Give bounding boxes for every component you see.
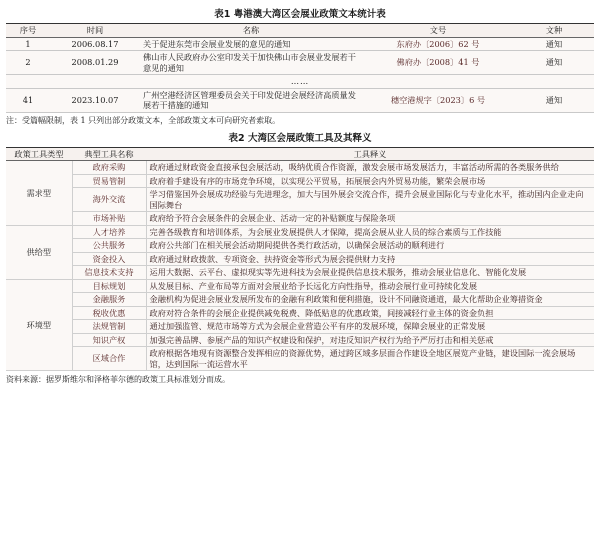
tool-desc: 政府通过财政拨款、专项资金、扶持资金等形式为展会提供财力支持 — [146, 252, 594, 266]
tool-name: 金融服务 — [72, 293, 146, 307]
tool-name: 知识产权 — [72, 333, 146, 347]
table-row — [6, 293, 594, 307]
table2-caption: 表2 大湾区会展政策工具及其释义 — [228, 132, 372, 144]
tool-desc: 政府着手建设有序的市场竞争环境，以实现公平贸易，拓展展会内外贸易功能，繁荣会展市场 — [146, 174, 594, 188]
tool-desc: 从发展目标、产业布局等方面对会展业给予长远化方向性指导，推动会展行业可持续化发展 — [146, 279, 594, 293]
row-type: 通知 — [514, 51, 594, 75]
tool-desc: 政府对符合条件的会展企业提供减免税费、降低贴息的优惠政策，间接减轻行业主体的资金负担 — [146, 306, 594, 320]
row-name: 广州空港经济区管理委员会关于印发促进会展经济高质量发展若干措施的通知 — [140, 88, 362, 112]
category-environment: 环境型 — [6, 279, 72, 371]
tool-desc: 金融机构为促进会展业发展所发布的金融有利政策和便利措施，设计不同融资通道，最大化帮助企业筹措资金 — [146, 293, 594, 307]
row-time: 2006.08.17 — [50, 37, 140, 51]
header-category: 政策工具类型 — [6, 147, 72, 161]
table-row — [6, 333, 594, 347]
table1-note: 注：受篇幅限制，表 1 只列出部分政策文本，全部政策文本可向研究者索取。 — [6, 115, 281, 125]
header-doc: 文号 — [362, 24, 514, 38]
tool-name: 信息技术支持 — [72, 266, 146, 280]
table1-caption: 表1 粤港澳大湾区会展业政策文本统计表 — [214, 9, 386, 20]
header-desc: 工具释义 — [146, 147, 594, 161]
tool-name: 法规管制 — [72, 320, 146, 334]
row-no: 41 — [6, 88, 50, 112]
table-row — [6, 239, 594, 253]
tool-name: 海外交流 — [72, 188, 146, 212]
tool-desc: 加强完善品牌、参展产品的知识产权建设和保护，对违反知识产权行为给予严厉打击和相关惩戒 — [146, 333, 594, 347]
tool-desc: 政府公共部门在相关展会活动期间提供各类行政活动，以确保会展活动的顺利进行 — [146, 239, 594, 253]
tool-desc: 政府给予符合会展条件的会展企业、活动一定的补贴额度与保险条项 — [146, 212, 594, 226]
tool-name: 区域合作 — [72, 347, 146, 371]
row-type: 通知 — [514, 88, 594, 112]
table-row — [6, 174, 594, 188]
tool-name: 资金投入 — [72, 252, 146, 266]
tool-desc: 完善各级教育和培训体系，为会展业发展提供人才保障，提高会展从业人员的综合素质与工作技能 — [146, 225, 594, 239]
table-row — [6, 37, 594, 51]
tool-desc: 政府通过财政资金直接承包会展活动，吸纳优质合作资源，激发会展市场发展活力，丰富活动所需的各类服务供给 — [146, 161, 594, 175]
table-row — [6, 266, 594, 280]
table1-header-row — [6, 24, 594, 38]
tool-desc: 运用大数据、云平台、虚拟现实等先进科技为会展业提供信息技术服务，推动会展业信息化、智能化发展 — [146, 266, 594, 280]
table-row — [6, 161, 594, 175]
table-row — [6, 51, 594, 75]
table-row — [6, 212, 594, 226]
row-time: 2023.10.07 — [50, 88, 140, 112]
row-no: 1 — [6, 37, 50, 51]
tool-name: 市场补贴 — [72, 212, 146, 226]
ellipsis-row — [6, 75, 594, 89]
header-tool: 典型工具名称 — [72, 147, 146, 161]
ellipsis: …… — [6, 75, 594, 89]
header-type: 文种 — [514, 24, 594, 38]
header-time: 时间 — [50, 24, 140, 38]
row-no: 2 — [6, 51, 50, 75]
tool-name: 目标规划 — [72, 279, 146, 293]
row-doc: 穗空港规字〔2023〕6 号 — [362, 88, 514, 112]
policy-text-table — [6, 23, 594, 113]
table2-header-row — [6, 147, 594, 161]
table-row — [6, 320, 594, 334]
table-row — [6, 88, 594, 112]
tool-desc: 政府根据各地现有资源整合发挥相应的资源优势，通过跨区域多层面合作建设全地区展览产业链，建设国际一流会展场馆，达到国际一流运营水平 — [146, 347, 594, 371]
category-demand: 需求型 — [6, 161, 72, 226]
table2-source: 资料来源：据罗斯维尔和泽格菲尔德的政策工具标准划分而成。 — [6, 375, 230, 384]
tool-desc: 学习借鉴国外会展成功经验与先进理念，加大与国外展会交流合作，提升会展业国际化与专业化水平，推动国内企业走向国际舞台 — [146, 188, 594, 212]
row-name: 佛山市人民政府办公室印发关于加快佛山市会展业发展若干意见的通知 — [140, 51, 362, 75]
category-supply: 供给型 — [6, 225, 72, 279]
table-row — [6, 279, 594, 293]
table-row — [6, 225, 594, 239]
table-row — [6, 347, 594, 371]
tool-name: 人才培养 — [72, 225, 146, 239]
row-time: 2008.01.29 — [50, 51, 140, 75]
row-doc: 佛府办〔2008〕41 号 — [362, 51, 514, 75]
table-row — [6, 252, 594, 266]
table-row — [6, 306, 594, 320]
policy-tool-table — [6, 147, 594, 372]
row-type: 通知 — [514, 37, 594, 51]
tool-name: 政府采购 — [72, 161, 146, 175]
tool-name: 公共服务 — [72, 239, 146, 253]
table-row — [6, 188, 594, 212]
row-name: 关于促进东莞市会展业发展的意见的通知 — [140, 37, 362, 51]
header-name: 名称 — [140, 24, 362, 38]
tool-name: 贸易管制 — [72, 174, 146, 188]
tool-name: 税收优惠 — [72, 306, 146, 320]
row-doc: 东府办〔2006〕62 号 — [362, 37, 514, 51]
tool-desc: 通过加强监管、规范市场等方式为会展企业营造公平有序的发展环境，保障会展业的正常发展 — [146, 320, 594, 334]
header-no: 序号 — [6, 24, 50, 38]
